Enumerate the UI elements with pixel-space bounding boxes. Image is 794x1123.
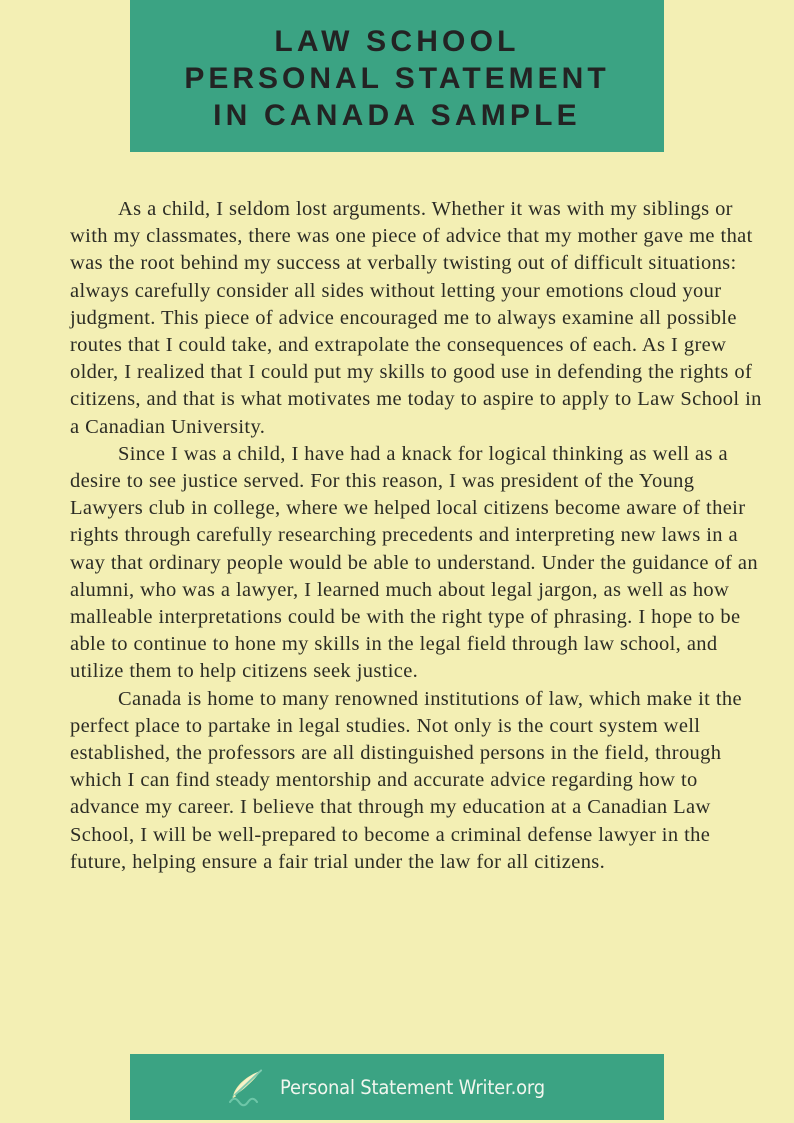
body-paragraph: Since I was a child, I have had a knack for logical thinking as well as a desire to see justice served. For this reason, I was president of the Young Lawyers club in college, where we helped local citizens become aware of their rights through carefully researching precedents and interpreting new laws in a way that ordinary people would be able to understand. Under the guidance of an alumni, who was a lawyer, I learned much about legal jargon, as well as how malleable interpretations could be with the right type of phrasing. I hope to be able to continue to hone my skills in the legal field through law school, and utilize them to help citizens seek justice. xyxy=(70,442,758,683)
quill-pen-icon xyxy=(227,1066,267,1108)
page-title-line-2: PERSONAL STATEMENT xyxy=(184,61,610,95)
header-banner xyxy=(130,0,664,152)
body-paragraph: Canada is home to many renowned institutions of law, which make it the perfect place to partake in legal studies. Not only is the court system well established, the professors are all distinguished persons in the field, through which I can find steady mentorship and accurate advice regarding how to advance my career. I believe that through my education at a Canadian Law School, I will be well-prepared to become a criminal defense lawyer in the future, helping ensure a fair trial under the law for all citizens. xyxy=(70,687,742,873)
site-wordmark: Personal Statement Writer.org xyxy=(279,1075,545,1099)
document-body xyxy=(70,196,767,876)
page-title-line-1: LAW SCHOOL xyxy=(274,24,520,58)
body-paragraph: As a child, I seldom lost arguments. Whether it was with my siblings or with my classmates, there was one piece of advice that my mother gave me that was the root behind my success at verbally twisting out of difficult situations: always carefully consider all sides without letting your emotions cloud your judgment. This piece of advice encouraged me to always examine all possible routes that I could take, and extrapolate the consequences of each. As I grew older, I realized that I could put my skills to good use in defending the rights of citizens, and that is what motivates me today to aspire to apply to Law School in a Canadian University. xyxy=(70,198,762,438)
footer-logo-bar xyxy=(130,1054,664,1120)
page-title-line-3: IN CANADA SAMPLE xyxy=(213,98,581,132)
